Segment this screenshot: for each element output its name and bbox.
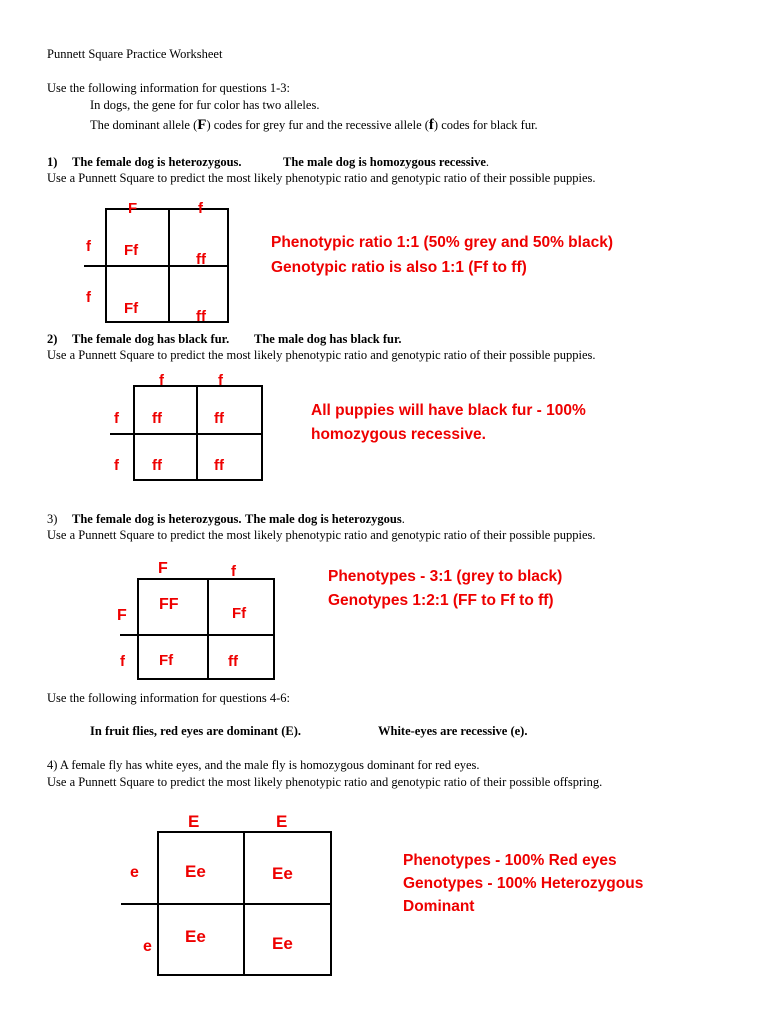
page-title: Punnett Square Practice Worksheet xyxy=(47,47,223,61)
question-3-prompt-a: The female dog is heterozygous. xyxy=(72,512,242,526)
punnett-3-vertical-divider xyxy=(207,578,209,680)
question-2-number: 2) xyxy=(47,332,58,346)
question-4-instruction: Use a Punnett Square to predict the most likely phenotypic ratio and genotypic ratio of their possible offspring. xyxy=(47,775,603,789)
dominant-allele-symbol: F xyxy=(197,117,207,133)
question-1-answer-line-1: Genotypic ratio is also 1:1 (Ff to ff) xyxy=(271,259,527,276)
punnett-1-top-allele-1: f xyxy=(198,200,203,217)
punnett-1-side-allele-1: f xyxy=(86,289,91,306)
punnett-4-horizontal-divider xyxy=(121,903,332,905)
punnett-1-top-allele-0: F xyxy=(128,200,138,217)
punnett-2-cell-0: ff xyxy=(152,410,162,427)
punnett-4-cell-2: Ee xyxy=(185,927,206,946)
punnett-3-top-allele-0: F xyxy=(158,560,168,577)
punnett-4-cell-0: Ee xyxy=(185,862,206,881)
intro-line-3-part-c: ) codes for grey fur and the recessive allele ( xyxy=(206,118,429,132)
question-4-prompt: 4) A female fly has white eyes, and the male fly is homozygous dominant for red eyes. xyxy=(47,758,480,772)
punnett-2-cell-1: ff xyxy=(214,410,224,427)
question-4-answer-line-1: Genotypes - 100% Heterozygous xyxy=(403,875,644,892)
punnett-4-top-allele-1: E xyxy=(276,812,288,831)
question-1-prompt-a: The female dog is heterozygous. xyxy=(72,155,242,169)
punnett-4-side-allele-1: e xyxy=(143,938,152,955)
punnett-2-cell-2: ff xyxy=(152,457,162,474)
punnett-4-cell-3: Ee xyxy=(272,934,293,953)
punnett-3-cell-0: FF xyxy=(159,596,179,613)
question-3-number: 3) xyxy=(47,512,58,526)
punnett-3-cell-2: Ff xyxy=(159,652,174,669)
question-2-prompt-b: The male dog has black fur. xyxy=(254,332,402,346)
punnett-4-side-allele-0: e xyxy=(130,864,139,881)
punnett-3-horizontal-divider xyxy=(120,634,275,636)
punnett-4-top-allele-0: E xyxy=(188,812,200,831)
punnett-2-side-allele-0: f xyxy=(114,410,119,427)
punnett-1-cell-2: Ff xyxy=(124,300,139,317)
intro-line-4: Use the following information for questions 4-6: xyxy=(47,691,291,705)
punnett-3-cell-3: ff xyxy=(228,653,238,670)
punnett-2-horizontal-divider xyxy=(110,433,263,435)
punnett-2-cell-3: ff xyxy=(214,457,224,474)
question-3-instruction: Use a Punnett Square to predict the most likely phenotypic ratio and genotypic ratio of their possible puppies. xyxy=(47,528,596,542)
question-3-answer-line-1: Genotypes 1:2:1 (FF to Ff to ff) xyxy=(328,592,554,609)
question-3-answer-line-0: Phenotypes - 3:1 (grey to black) xyxy=(328,568,563,585)
question-1-prompt-b: The male dog is homozygous recessive. xyxy=(283,155,490,169)
punnett-1-cell-0: Ff xyxy=(124,242,139,259)
question-1-answer-line-0: Phenotypic ratio 1:1 (50% grey and 50% black) xyxy=(271,234,613,251)
punnett-2-side-allele-1: f xyxy=(114,457,119,474)
intro-line-3 xyxy=(90,117,538,134)
question-1-instruction: Use a Punnett Square to predict the most likely phenotypic ratio and genotypic ratio of their possible puppies. xyxy=(47,171,596,185)
question-2-prompt-a: The female dog has black fur. xyxy=(72,332,230,346)
intro-line-1: Use the following information for questions 1-3: xyxy=(47,81,291,95)
question-3-prompt-b: The male dog is heterozygous. xyxy=(245,512,405,526)
question-4-answer-line-2: Dominant xyxy=(403,898,475,915)
punnett-3-cell-1: Ff xyxy=(232,605,247,622)
punnett-3-border xyxy=(137,578,275,680)
recessive-allele-symbol: f xyxy=(428,117,434,133)
question-4-answer-line-0: Phenotypes - 100% Red eyes xyxy=(403,852,617,869)
punnett-3-side-allele-1: f xyxy=(120,653,125,670)
punnett-3-side-allele-0: F xyxy=(117,607,127,624)
intro-line-5b: White-eyes are recessive (e). xyxy=(378,724,528,738)
punnett-1-side-allele-0: f xyxy=(86,238,91,255)
punnett-2-top-allele-0: f xyxy=(159,372,164,389)
intro-line-3-part-a: The dominant allele ( xyxy=(90,118,198,132)
intro-line-2: In dogs, the gene for fur color has two alleles. xyxy=(90,98,320,112)
question-1-number: 1) xyxy=(47,155,58,169)
punnett-1-horizontal-divider xyxy=(84,265,229,267)
question-2-answer-line-0: All puppies will have black fur - 100% xyxy=(311,402,586,419)
punnett-4-cell-1: Ee xyxy=(272,864,293,883)
question-2-answer-line-1: homozygous recessive. xyxy=(311,426,486,443)
question-2-instruction: Use a Punnett Square to predict the most likely phenotypic ratio and genotypic ratio of their possible puppies. xyxy=(47,348,596,362)
punnett-3-top-allele-1: f xyxy=(231,563,236,580)
intro-line-5a: In fruit flies, red eyes are dominant (E). xyxy=(90,724,301,738)
punnett-1-cell-1: ff xyxy=(196,251,206,268)
punnett-1-cell-3: ff xyxy=(196,308,206,325)
punnett-2-top-allele-1: f xyxy=(218,372,223,389)
intro-line-3-part-e: ) codes for black fur. xyxy=(433,118,538,132)
